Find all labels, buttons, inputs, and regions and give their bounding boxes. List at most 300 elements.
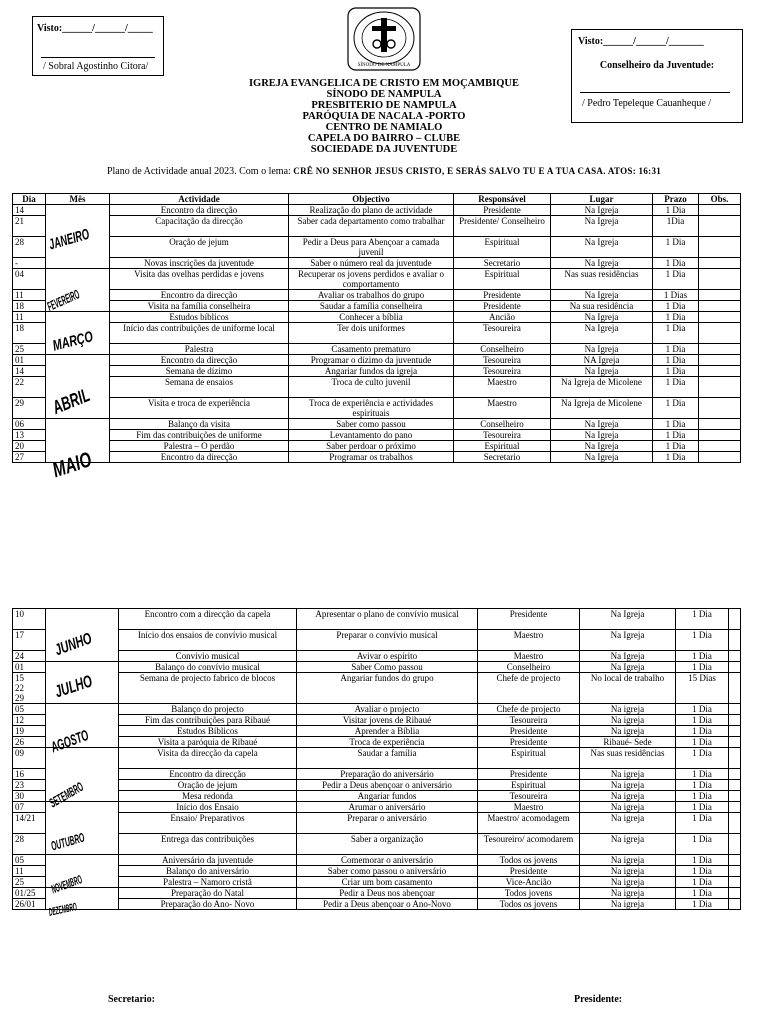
activity-cell: Aniversário da juventude bbox=[119, 855, 297, 866]
day-cell: 06 bbox=[13, 419, 46, 430]
duration-cell: 1 Dia bbox=[676, 737, 729, 748]
place-cell: Nas suas residências bbox=[580, 748, 676, 769]
day-cell: 25 bbox=[13, 344, 46, 355]
activity-cell: Fim das contribuições de uniforme bbox=[110, 430, 289, 441]
objective-cell: Avaliar os trabalhos do grupo bbox=[289, 290, 454, 301]
table-row bbox=[13, 855, 741, 866]
month-cell bbox=[46, 855, 119, 897]
place-cell: Na igreja bbox=[580, 791, 676, 802]
objective-cell: Angariar fundos do grupo bbox=[297, 673, 478, 704]
place-cell: Na igreja bbox=[580, 704, 676, 715]
objective-cell: Preparação do aniversário bbox=[297, 769, 478, 780]
day-cell: 05 bbox=[13, 704, 46, 715]
table-row bbox=[13, 715, 741, 726]
obs-cell bbox=[729, 726, 741, 737]
place-cell: Na Igreja bbox=[551, 290, 653, 301]
day-cell: 28 bbox=[13, 237, 46, 258]
activity-cell: Balanço do projecto bbox=[119, 704, 297, 715]
objective-cell: Saudar a família conselheira bbox=[289, 301, 454, 312]
place-cell: Ribaué- Sede bbox=[580, 737, 676, 748]
obs-cell bbox=[699, 452, 741, 463]
day-cell: 11 bbox=[13, 290, 46, 301]
activity-cell: Balanço do convívio musical bbox=[119, 662, 297, 673]
day-cell: 01/25 bbox=[13, 888, 46, 899]
obs-cell bbox=[699, 430, 741, 441]
table-row bbox=[13, 323, 741, 344]
objective-cell: Saber como passou bbox=[289, 419, 454, 430]
day-cell: 15 22 29 bbox=[13, 673, 46, 704]
objective-cell: Preparar o convívio musical bbox=[297, 630, 478, 651]
duration-cell: 1 Dia bbox=[676, 609, 729, 630]
heading-line: PARÓQUIA DE NACALA -PORTO bbox=[302, 111, 466, 122]
activity-cell: Fim das contribuições para Ribaué bbox=[119, 715, 297, 726]
month-label: NOVEMBRO bbox=[49, 872, 84, 897]
duration-cell: 1 Dia bbox=[653, 441, 699, 452]
objective-cell: Aprender a Bíblia bbox=[297, 726, 478, 737]
duration-cell: 1Dia bbox=[653, 216, 699, 237]
heading-line: SOCIEDADE DA JUVENTUDE bbox=[310, 144, 458, 155]
table-row bbox=[13, 737, 741, 748]
day-cell: 16 bbox=[13, 769, 46, 780]
duration-cell: 1 Dia bbox=[676, 834, 729, 855]
obs-cell bbox=[699, 290, 741, 301]
responsible-cell: Presidente bbox=[478, 866, 580, 877]
place-cell: Na Igreja bbox=[551, 344, 653, 355]
table-row bbox=[13, 216, 741, 237]
duration-cell: 1 Dia bbox=[653, 430, 699, 441]
obs-cell bbox=[729, 802, 741, 813]
place-cell: Na igreja bbox=[580, 866, 676, 877]
table-row bbox=[13, 344, 741, 355]
objective-cell: Saber cada departamento como trabalhar bbox=[289, 216, 454, 237]
duration-cell: 1 Dia bbox=[653, 355, 699, 366]
obs-cell bbox=[699, 323, 741, 344]
responsible-cell: Tesoureira bbox=[454, 355, 551, 366]
place-cell: Na igreja bbox=[580, 715, 676, 726]
duration-cell: 1 Dia bbox=[676, 726, 729, 737]
place-cell: Na Igreja bbox=[551, 312, 653, 323]
duration-cell: 1 Dias bbox=[653, 290, 699, 301]
obs-cell bbox=[699, 355, 741, 366]
responsible-cell: Maestro/ acomodagem bbox=[478, 813, 580, 834]
obs-cell bbox=[729, 651, 741, 662]
table-row bbox=[13, 419, 741, 430]
objective-cell: Programar o dízimo da juventude bbox=[289, 355, 454, 366]
responsible-cell: Espiritual bbox=[454, 237, 551, 258]
day-cell: 12 bbox=[13, 715, 46, 726]
place-cell: Na Igreja bbox=[551, 452, 653, 463]
place-cell: Na Igreja bbox=[551, 323, 653, 344]
objective-cell: Saber Como passou bbox=[297, 662, 478, 673]
month-label: OUTUBRO bbox=[49, 829, 87, 854]
column-header: Obs. bbox=[699, 194, 741, 205]
table-row bbox=[13, 205, 741, 216]
duration-cell: 1 Dia bbox=[653, 344, 699, 355]
objective-cell: Pedir a Deus para Abençoar a camada juvenil bbox=[289, 237, 454, 258]
responsible-cell: Tesoureira bbox=[454, 430, 551, 441]
place-cell: Na Igreja bbox=[551, 366, 653, 377]
heading-line: SÍNODO DE NAMPULA bbox=[326, 89, 442, 100]
responsible-cell: Maestro bbox=[454, 398, 551, 419]
month-cell bbox=[46, 802, 119, 855]
month-label: MARÇO bbox=[51, 328, 95, 355]
activity-cell: Ensaio/ Preparativos bbox=[119, 813, 297, 834]
obs-cell bbox=[729, 780, 741, 791]
month-label: ABRIL bbox=[49, 385, 94, 419]
responsible-cell: Secretario bbox=[454, 258, 551, 269]
obs-cell bbox=[729, 662, 741, 673]
table-row bbox=[13, 452, 741, 463]
table-row bbox=[13, 780, 741, 791]
activity-cell: Estudos Bíblicos bbox=[119, 726, 297, 737]
table-row bbox=[13, 441, 741, 452]
responsible-cell: Espiritual bbox=[454, 441, 551, 452]
place-cell: No local de trabalho bbox=[580, 673, 676, 704]
objective-cell: Visitar jovens de Ribaué bbox=[297, 715, 478, 726]
day-cell: 24 bbox=[13, 651, 46, 662]
duration-cell: 1 Dia bbox=[653, 205, 699, 216]
activity-cell: Semana de ensaios bbox=[110, 377, 289, 398]
place-cell: Na Igreja bbox=[580, 651, 676, 662]
objective-cell: Saber o número real da juventude bbox=[289, 258, 454, 269]
activity-cell: Preparação do Natal bbox=[119, 888, 297, 899]
duration-cell: 1 Dia bbox=[653, 419, 699, 430]
visto-box-left bbox=[32, 16, 164, 76]
responsible-cell: Tesoureira bbox=[478, 791, 580, 802]
column-header: Mês bbox=[46, 194, 110, 205]
table-row bbox=[13, 662, 741, 673]
activity-cell: Início dos Ensaio bbox=[119, 802, 297, 813]
duration-cell: 1 Dia bbox=[653, 377, 699, 398]
obs-cell bbox=[729, 855, 741, 866]
responsible-cell: Presidente bbox=[454, 205, 551, 216]
place-cell: Na Igreja bbox=[580, 609, 676, 630]
responsible-cell: Maestro bbox=[478, 802, 580, 813]
day-cell: 26 bbox=[13, 737, 46, 748]
visto-line: Visto:______/______/_______ bbox=[578, 36, 704, 47]
responsible-cell: Tesoureira bbox=[454, 366, 551, 377]
obs-cell bbox=[729, 748, 741, 769]
signatory-name: / Sobral Agostinho Citora/ bbox=[43, 61, 149, 72]
responsible-cell: Chefe de projecto bbox=[478, 704, 580, 715]
objective-cell: Realização do plano de actividade bbox=[289, 205, 454, 216]
obs-cell bbox=[699, 205, 741, 216]
place-cell: Na igreja bbox=[580, 888, 676, 899]
table-row bbox=[13, 377, 741, 398]
activity-cell: Encontro da direcção bbox=[110, 355, 289, 366]
obs-cell bbox=[699, 366, 741, 377]
duration-cell: 1 Dia bbox=[676, 704, 729, 715]
activity-cell: Estudos bíblicos bbox=[110, 312, 289, 323]
place-cell: Na Igreja bbox=[580, 630, 676, 651]
signature-presidente: Presidente: bbox=[574, 994, 623, 1005]
responsible-cell: Secretario bbox=[454, 452, 551, 463]
activity-cell: Palestra – Namoro cristã bbox=[119, 877, 297, 888]
objective-cell: Apresentar o plano de convívio musical bbox=[297, 609, 478, 630]
activity-cell: Início dos ensaios de convívio musical bbox=[119, 630, 297, 651]
obs-cell bbox=[729, 834, 741, 855]
obs-cell bbox=[729, 704, 741, 715]
responsible-cell: Presidente bbox=[454, 290, 551, 301]
activity-cell: Convívio musical bbox=[119, 651, 297, 662]
signature-secretario: Secretario: bbox=[108, 994, 156, 1005]
month-label: DEZEMBRO bbox=[47, 901, 78, 919]
place-cell: Na igreja bbox=[580, 769, 676, 780]
activity-cell: Oração de jejum bbox=[110, 237, 289, 258]
column-header: Responsável bbox=[454, 194, 551, 205]
activity-cell: Visita e troca de experiência bbox=[110, 398, 289, 419]
table-row bbox=[13, 704, 741, 715]
table-row bbox=[13, 366, 741, 377]
responsible-cell: Tesoureiro/ acomodarem bbox=[478, 834, 580, 855]
obs-cell bbox=[699, 344, 741, 355]
month-cell bbox=[46, 609, 119, 662]
activity-cell: Encontro da direcção bbox=[110, 290, 289, 301]
responsible-cell: Presidente bbox=[454, 301, 551, 312]
table-row bbox=[13, 269, 741, 290]
activity-cell: Mesa redonda bbox=[119, 791, 297, 802]
responsible-cell: Conselheiro bbox=[454, 344, 551, 355]
responsible-cell: Conselheiro bbox=[454, 419, 551, 430]
table-row bbox=[13, 726, 741, 737]
duration-cell: 1 Dia bbox=[676, 748, 729, 769]
activity-cell: Encontro da direcção bbox=[119, 769, 297, 780]
duration-cell: 1 Dia bbox=[653, 312, 699, 323]
place-cell: Na igreja bbox=[580, 813, 676, 834]
obs-cell bbox=[699, 441, 741, 452]
obs-cell bbox=[729, 630, 741, 651]
duration-cell: 1 Dia bbox=[653, 366, 699, 377]
obs-cell bbox=[729, 813, 741, 834]
day-cell: 04 bbox=[13, 269, 46, 290]
duration-cell: 1 Dia bbox=[653, 452, 699, 463]
activity-cell: Preparação do Ano- Novo bbox=[119, 899, 297, 910]
responsible-cell: Presidente bbox=[478, 737, 580, 748]
objective-cell: Casamento prematuro bbox=[289, 344, 454, 355]
duration-cell: 1 Dia bbox=[653, 269, 699, 290]
place-cell: Na Igreja bbox=[551, 430, 653, 441]
document-headings bbox=[120, 78, 648, 155]
table-row bbox=[13, 877, 741, 888]
activity-cell: Visita a paróquia de Ribaué bbox=[119, 737, 297, 748]
table-row bbox=[13, 834, 741, 855]
seal-bottom-text: SÍNODO DE NAMPULA bbox=[357, 63, 411, 68]
duration-cell: 1 Dia bbox=[676, 715, 729, 726]
month-label: MAIO bbox=[49, 448, 95, 483]
obs-cell bbox=[729, 877, 741, 888]
day-cell: 01 bbox=[13, 355, 46, 366]
place-cell: Nas suas residências bbox=[551, 269, 653, 290]
signature-line bbox=[41, 57, 155, 58]
obs-cell bbox=[699, 377, 741, 398]
month-label: JUNHO bbox=[52, 630, 95, 660]
heading-line: PRESBITERIO DE NAMPULA bbox=[311, 100, 457, 111]
responsible-cell: Ancião bbox=[454, 312, 551, 323]
objective-cell: Angariar fundos bbox=[297, 791, 478, 802]
responsible-cell: Maestro bbox=[478, 630, 580, 651]
table-row bbox=[13, 355, 741, 366]
month-cell bbox=[46, 312, 110, 355]
objective-cell: Criar um bom casamento bbox=[297, 877, 478, 888]
place-cell: Na igreja bbox=[580, 802, 676, 813]
duration-cell: 1 Dia bbox=[676, 791, 729, 802]
responsible-cell: Maestro bbox=[478, 651, 580, 662]
obs-cell bbox=[729, 866, 741, 877]
responsible-cell: Todos os jovens bbox=[478, 899, 580, 910]
signatory-name: / Pedro Tepeleque Cauanheque / bbox=[582, 98, 712, 109]
day-cell: 09 bbox=[13, 748, 46, 769]
duration-cell: 1 Dia bbox=[653, 398, 699, 419]
month-label: JANEIRO bbox=[46, 225, 92, 254]
obs-cell bbox=[729, 769, 741, 780]
place-cell: Na Igreja bbox=[551, 216, 653, 237]
objective-cell: Troca de experiência bbox=[297, 737, 478, 748]
objective-cell: Troca de culto juvenil bbox=[289, 377, 454, 398]
activity-cell: Início das contribuições de uniforme local bbox=[110, 323, 289, 344]
activity-cell: Novas inscrições da juventude bbox=[110, 258, 289, 269]
objective-cell: Preparar o aniversário bbox=[297, 813, 478, 834]
obs-cell bbox=[729, 609, 741, 630]
duration-cell: 1 Dia bbox=[653, 301, 699, 312]
month-cell bbox=[46, 888, 119, 919]
responsible-cell: Tesoureira bbox=[478, 715, 580, 726]
duration-cell: 1 Dia bbox=[676, 855, 729, 866]
objective-cell: Arumar o aniversário bbox=[297, 802, 478, 813]
responsible-cell: Tesoureira bbox=[454, 323, 551, 344]
responsible-cell: Todos os jovens bbox=[478, 855, 580, 866]
responsible-cell: Conselheiro bbox=[478, 662, 580, 673]
table-row bbox=[13, 301, 741, 312]
responsible-cell: Espiritual bbox=[478, 748, 580, 769]
day-cell: 14/21 bbox=[13, 813, 46, 834]
objective-cell: Saber a organização bbox=[297, 834, 478, 855]
month-cell bbox=[46, 662, 119, 704]
responsible-cell: Maestro bbox=[454, 377, 551, 398]
column-header: Dia bbox=[13, 194, 46, 205]
activity-cell: Semana de dízimo bbox=[110, 366, 289, 377]
heading-line: IGREJA EVANGELICA DE CRISTO EM MOÇAMBIQUE bbox=[248, 78, 520, 89]
day-cell: 21 bbox=[13, 216, 46, 237]
table-row bbox=[13, 888, 741, 899]
activity-cell: Encontro da direcção bbox=[110, 205, 289, 216]
obs-cell bbox=[699, 398, 741, 419]
table-row bbox=[13, 258, 741, 269]
activity-cell: Palestra – O perdão bbox=[110, 441, 289, 452]
place-cell: Na igreja bbox=[580, 834, 676, 855]
table-row bbox=[13, 673, 741, 704]
activity-cell: Semana de projecto fabrico de blocos bbox=[119, 673, 297, 704]
day-cell: 11 bbox=[13, 312, 46, 323]
day-cell: 07 bbox=[13, 802, 46, 813]
objective-cell: Conhecer a bíblia bbox=[289, 312, 454, 323]
day-cell: 10 bbox=[13, 609, 46, 630]
day-cell: 27 bbox=[13, 452, 46, 463]
column-header: Objectivo bbox=[289, 194, 454, 205]
place-cell: Na Igreja bbox=[551, 441, 653, 452]
activity-cell: Visita da direcção da capela bbox=[119, 748, 297, 769]
box-title: Conselheiro da Juventude: bbox=[599, 60, 715, 71]
duration-cell: 1 Dia bbox=[676, 802, 729, 813]
place-cell: Na igreja bbox=[580, 780, 676, 791]
duration-cell: 1 Dia bbox=[653, 323, 699, 344]
activity-cell: Entrega das contribuições bbox=[119, 834, 297, 855]
month-label: JULHO bbox=[52, 671, 95, 702]
duration-cell: 1 Dia bbox=[676, 899, 729, 910]
day-cell: 11 bbox=[13, 866, 46, 877]
table-row bbox=[13, 791, 741, 802]
objective-cell: Troca de experiência e actividades espirituais bbox=[289, 398, 454, 419]
place-cell: Na Igreja de Micolene bbox=[551, 377, 653, 398]
responsible-cell: Presidente/ Conselheiro bbox=[454, 216, 551, 237]
activity-cell: Capacitação da direcção bbox=[110, 216, 289, 237]
objective-cell: Pedir a Deus abençoar o Ano-Novo bbox=[297, 899, 478, 910]
month-cell bbox=[46, 355, 110, 419]
obs-cell bbox=[699, 258, 741, 269]
activity-cell: Oração de jejum bbox=[119, 780, 297, 791]
day-cell: 18 bbox=[13, 301, 46, 312]
table-row bbox=[13, 430, 741, 441]
month-cell bbox=[46, 419, 110, 483]
day-cell: 13 bbox=[13, 430, 46, 441]
table-row bbox=[13, 609, 741, 630]
objective-cell: Levantamento do pano bbox=[289, 430, 454, 441]
table-row bbox=[13, 398, 741, 419]
heading-line: CENTRO DE NAMIALO bbox=[325, 122, 443, 133]
activity-cell: Palestra bbox=[110, 344, 289, 355]
obs-cell bbox=[699, 216, 741, 237]
obs-cell bbox=[729, 888, 741, 899]
plan-text: Plano de Actividade anual 2023. Com o lema: bbox=[106, 166, 294, 177]
place-cell: Na Igreja bbox=[551, 419, 653, 430]
obs-cell bbox=[699, 269, 741, 290]
table-row bbox=[13, 630, 741, 651]
obs-cell bbox=[729, 737, 741, 748]
table-row bbox=[13, 802, 741, 813]
month-cell bbox=[46, 704, 119, 757]
obs-cell bbox=[729, 791, 741, 802]
obs-cell bbox=[729, 673, 741, 704]
obs-cell bbox=[729, 899, 741, 910]
visto-line: Visto:______/______/_____ bbox=[37, 23, 153, 34]
place-cell: NA Igreja bbox=[551, 355, 653, 366]
heading-line: CAPELA DO BAIRRO – CLUBE bbox=[307, 133, 461, 144]
duration-cell: 1 Dia bbox=[653, 237, 699, 258]
objective-cell: Saudar a família bbox=[297, 748, 478, 769]
church-seal-icon bbox=[344, 6, 424, 72]
column-header: Actividade bbox=[110, 194, 289, 205]
day-cell: 14 bbox=[13, 366, 46, 377]
place-cell: Na igreja bbox=[580, 726, 676, 737]
place-cell: Na Igreja bbox=[580, 662, 676, 673]
objective-cell: Pedir a Deus nos abençoar bbox=[297, 888, 478, 899]
obs-cell bbox=[729, 715, 741, 726]
duration-cell: 1 Dia bbox=[653, 258, 699, 269]
day-cell: 23 bbox=[13, 780, 46, 791]
duration-cell: 1 Dia bbox=[676, 651, 729, 662]
month-label: AGOSTO bbox=[48, 726, 91, 757]
responsible-cell: Presidente bbox=[478, 726, 580, 737]
place-cell: Na sua residência bbox=[551, 301, 653, 312]
place-cell: Na igreja bbox=[580, 855, 676, 866]
place-cell: Na igreja bbox=[580, 877, 676, 888]
obs-cell bbox=[699, 301, 741, 312]
day-cell: - bbox=[13, 258, 46, 269]
duration-cell: 1 Dia bbox=[676, 662, 729, 673]
objective-cell: Recuperar os jovens perdidos e avaliar o comportamento bbox=[289, 269, 454, 290]
duration-cell: 1 Dia bbox=[676, 630, 729, 651]
day-cell: 17 bbox=[13, 630, 46, 651]
objective-cell: Ter dois uniformes bbox=[289, 323, 454, 344]
